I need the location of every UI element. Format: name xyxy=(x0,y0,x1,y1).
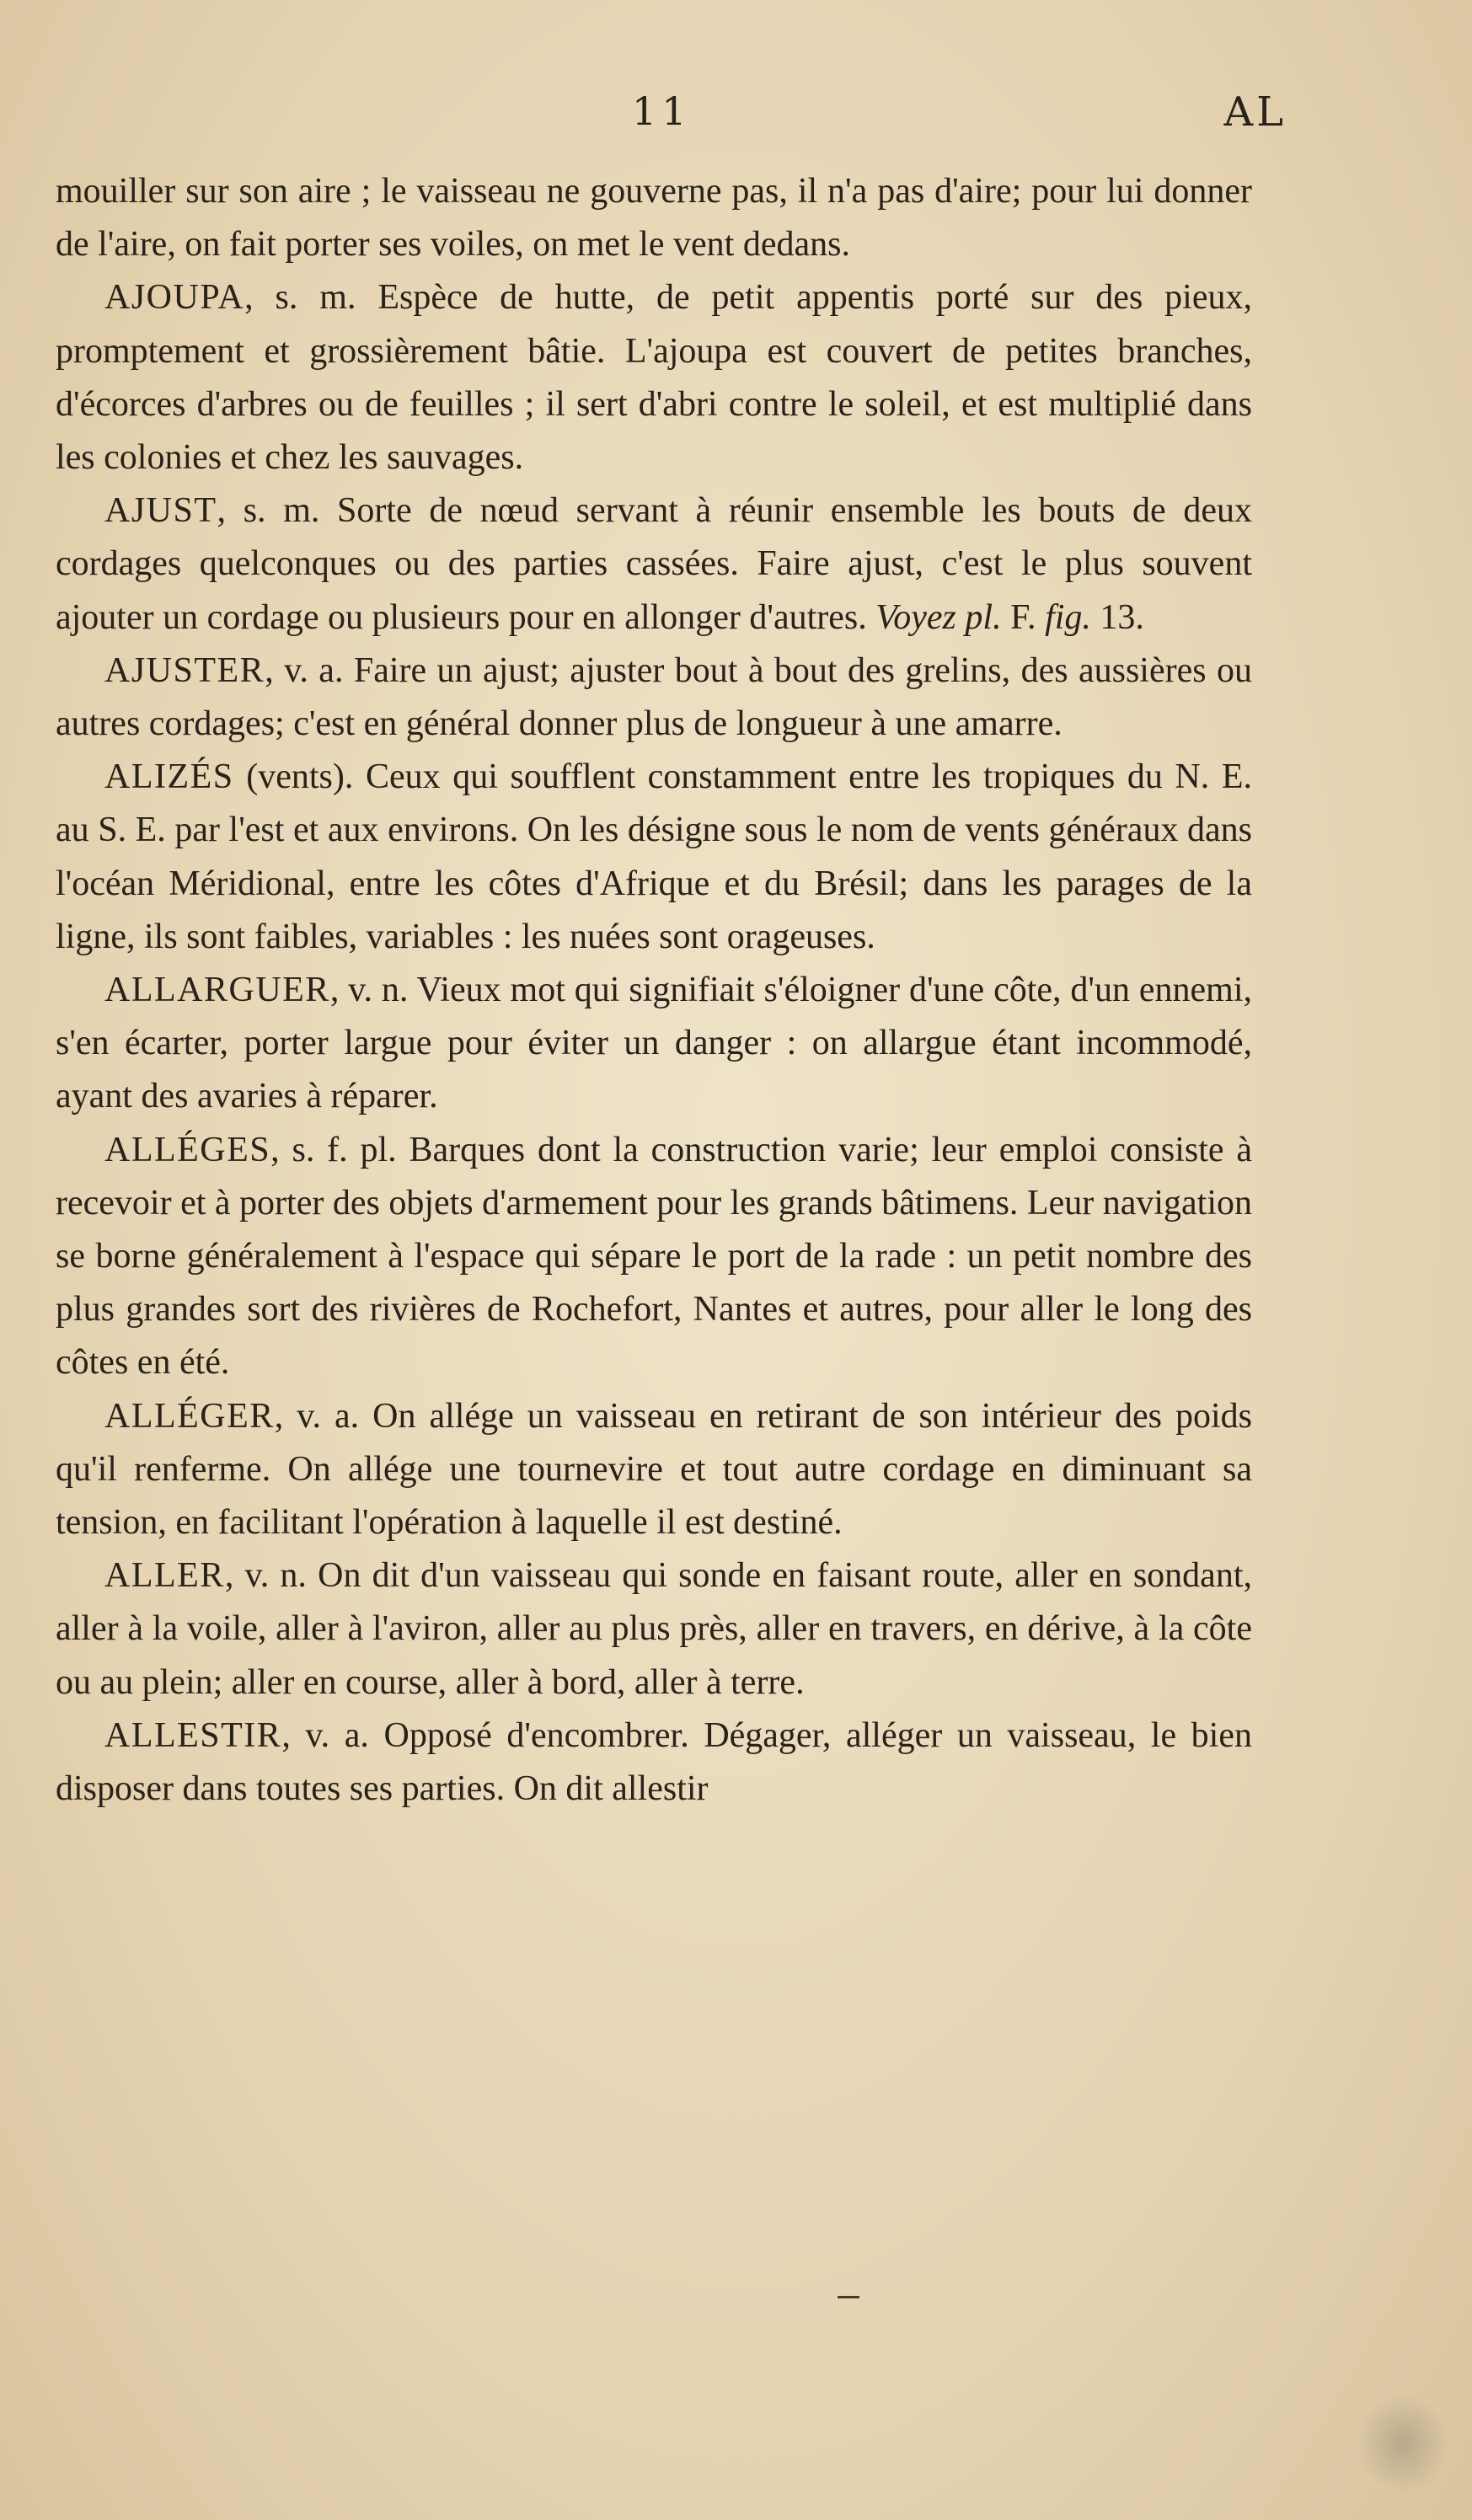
headword: ALLÉGER xyxy=(104,1396,275,1436)
entry-alizes xyxy=(56,751,1252,964)
entry-text: , s. m. Espèce de hutte, de petit appentis porté sur des pieux, promptement et grossièrement bâtie. L'ajoupa est couvert de petites branches, d'écorces d'arbres ou de feuilles ; il sert d'abri contre le soleil, et est multiplié dans les colonies et chez les sauvages. xyxy=(56,278,1252,478)
page-number: 11 xyxy=(632,88,692,134)
entry-text: , s. f. pl. Barques dont la construction varie; leur emploi consiste à recevoir et à porter des objets d'armement pour les grands bâtimens. Leur navigation se borne généralement à l'espace qui sépare le port de la rade : un petit nombre des plus grandes sort des rivières de Rochefort, Nantes et autres, pour aller le long des côtes en été. xyxy=(56,1130,1252,1383)
headword: AJUST xyxy=(104,491,217,531)
headword: AJUSTER xyxy=(104,650,265,690)
entry-alleger xyxy=(56,1390,1252,1550)
entry-text: , v. a. Opposé d'encombrer. Dégager, alléger un vaisseau, le bien disposer dans toutes ses parties. On dit allestir xyxy=(56,1715,1252,1809)
plate-reference: Voyez pl. xyxy=(875,597,1002,637)
dictionary-body xyxy=(56,165,1252,1816)
entry-alleges xyxy=(56,1124,1252,1390)
entry-ajoupa xyxy=(56,271,1252,484)
headword: ALLER xyxy=(104,1556,225,1596)
entry-text: , v. a. On allége un vaisseau en retirant de son intérieur des poids qu'il renferme. On allége une tournevire et tout autre cordage en diminuant sa tension, en facilitant l'opération à laquelle il est destiné. xyxy=(56,1396,1252,1543)
headword: ALLESTIR xyxy=(104,1715,282,1755)
entry-allestir xyxy=(56,1709,1252,1816)
entry-text: (vents). Ceux qui soufflent constamment entre les tropiques du N. E. au S. E. par l'est et aux environs. On les désigne sous le nom de vents généraux dans l'océan Méridional, entre les côtes d'Afrique et du Brésil; dans les parages de la ligne, ils sont faibles, variables : les nuées sont orageuses. xyxy=(56,757,1252,956)
entry-text: , v. n. Vieux mot qui signifiait s'éloigner d'une côte, d'un ennemi, s'en écarter, porter largue pour éviter un danger : on allargue étant incommodé, ayant des avaries à réparer. xyxy=(56,971,1252,1116)
footer-dash xyxy=(838,2296,859,2298)
running-head: AL xyxy=(1223,88,1287,136)
headword: ALIZÉS xyxy=(104,757,234,797)
entry-allarguer xyxy=(56,964,1252,1124)
headword: ALLARGUER xyxy=(104,971,330,1010)
page-header xyxy=(0,88,1472,147)
entry-text: 13. xyxy=(1090,597,1144,637)
entry-text: , v. n. On dit d'un vaisseau qui sonde en faisant route, aller en sondant, aller à la voile, aller à l'aviron, aller au plus près, aller en travers, en dérive, à la côte ou au plein; aller en course, aller à bord, aller à terre. xyxy=(56,1556,1252,1702)
figure-reference: fig. xyxy=(1045,597,1091,637)
entry-text: , s. m. Sorte de nœud servant à réunir ensemble les bouts de deux cordages quelconques ou des parties cassées. Faire ajust, c'est le plus souvent ajouter un cordage ou plusieurs pour en allonger d'autres. xyxy=(56,491,1252,637)
page-stain xyxy=(1357,2393,1449,2494)
entry-ajuster xyxy=(56,645,1252,751)
headword: AJOUPA xyxy=(104,278,245,318)
entry-continuation: mouiller sur son aire ; le vaisseau ne gouverne pas, il n'a pas d'aire; pour lui donner de l'aire, on fait porter ses voiles, on met le vent dedans. xyxy=(56,172,1252,265)
entry-text: F. xyxy=(1001,597,1046,637)
entry-aller xyxy=(56,1549,1252,1709)
entry-text: , v. a. Faire un ajust; ajuster bout à bout des grelins, des aussières ou autres cordages; c'est en général donner plus de longueur à une amarre. xyxy=(56,650,1252,744)
entry-ajust xyxy=(56,484,1252,645)
headword: ALLÉGES xyxy=(104,1130,271,1169)
